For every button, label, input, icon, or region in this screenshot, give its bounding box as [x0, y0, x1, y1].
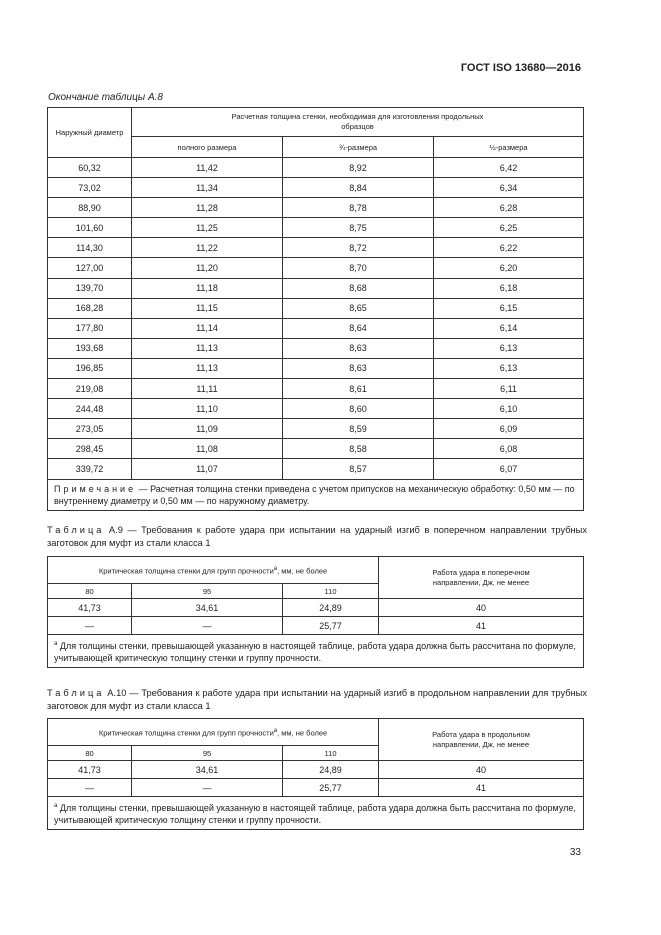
table-cell: 8,64 [283, 318, 434, 338]
table-cell: 6,07 [434, 459, 584, 479]
a10-head-group-unit: , мм, не более [277, 728, 328, 738]
table-cell: 11,25 [132, 218, 283, 238]
table-cell: 11,10 [132, 399, 283, 419]
table-row [48, 278, 584, 298]
a10-foot-text: Для толщины стенки, превышающей указанную в настоящей таблице, работа удара должна быть рассчитана по формуле, учитывающей критическую толщину стенки и группу прочности. [54, 803, 576, 825]
table-cell: 8,78 [283, 198, 434, 218]
table-cell: 11,07 [132, 459, 283, 479]
table-cell: 8,63 [283, 338, 434, 358]
table-a10-label: Таблица [47, 688, 105, 698]
table-cell: 101,60 [48, 218, 132, 238]
table-cell: — [48, 617, 132, 635]
table-cell: 11,13 [132, 338, 283, 358]
a9-foot-sup: a [54, 641, 58, 647]
table-cell: 11,15 [132, 298, 283, 318]
table-cell: 8,84 [283, 178, 434, 198]
table-cell: 34,61 [132, 761, 283, 779]
table-cell: 114,30 [48, 238, 132, 258]
note-text: — Расчетная толщина стенки приведена с учетом припусков на механическую обработку: 0,50 мм — по внутреннему диаметру и 0,50 мм — по наружному диаметру. [54, 483, 575, 506]
document-id: ГОСТ ISO 13680—2016 [460, 62, 581, 74]
a9-head-group-unit: , мм, не более [277, 566, 328, 576]
table-cell: 41,73 [48, 761, 132, 779]
table-cell: 6,25 [434, 218, 584, 238]
table-cell: 8,65 [283, 298, 434, 318]
table-cell: 196,85 [48, 358, 132, 378]
table-cell: 11,22 [132, 238, 283, 258]
table-cell: 6,18 [434, 278, 584, 298]
table-cell: 11,18 [132, 278, 283, 298]
table-cell: 6,11 [434, 379, 584, 399]
table-row [48, 238, 584, 258]
table-cell: 6,22 [434, 238, 584, 258]
table-cell: 8,58 [283, 439, 434, 459]
table-cell: 11,28 [132, 198, 283, 218]
table-cell: 11,13 [132, 358, 283, 378]
table-row [48, 439, 584, 459]
table-cell: 8,70 [283, 258, 434, 278]
table-row [48, 198, 584, 218]
table-row [48, 318, 584, 338]
table-cell: 127,00 [48, 258, 132, 278]
a10-head-group-text: Критическая толщина стенки для групп прочности [98, 728, 274, 738]
col-group-thickness: Расчетная толщина стенки, необходимая для изготовления продольных образцов [132, 108, 584, 137]
a9-sub-95: 95 [132, 584, 283, 599]
sub-col-three-quarter: ¾-размера [283, 137, 434, 158]
table-cell: 6,42 [434, 158, 584, 178]
table-cell: 339,72 [48, 459, 132, 479]
table-a8-caption: Окончание таблицы А.8 [48, 92, 163, 103]
table-cell: 6,14 [434, 318, 584, 338]
table-a8 [47, 107, 584, 511]
a9-head-group [48, 557, 379, 584]
table-cell: 8,72 [283, 238, 434, 258]
table-cell: 6,08 [434, 439, 584, 459]
table-cell: 6,10 [434, 399, 584, 419]
table-cell: 6,15 [434, 298, 584, 318]
table-row [48, 158, 584, 178]
table-row [48, 419, 584, 439]
col-outer-diameter: Наружный диаметр [48, 108, 132, 158]
table-cell: 11,11 [132, 379, 283, 399]
table-a9-body [48, 599, 584, 635]
table-cell: 6,28 [434, 198, 584, 218]
table-a9-title [47, 524, 587, 550]
a10-head-sup: a [273, 727, 278, 734]
table-row [48, 258, 584, 278]
table-a9 [47, 556, 584, 668]
table-cell: 11,09 [132, 419, 283, 439]
table-cell: — [48, 779, 132, 797]
a10-foot-sup: a [54, 803, 58, 809]
table-cell: 8,92 [283, 158, 434, 178]
table-cell: 60,32 [48, 158, 132, 178]
table-a8-note [48, 479, 584, 510]
table-cell: 41,73 [48, 599, 132, 617]
table-cell: 168,28 [48, 298, 132, 318]
table-cell: 25,77 [283, 779, 379, 797]
a9-head-work: Работа удара в поперечном направлении, Дж, не менее [379, 557, 584, 599]
table-a10-footnote [48, 797, 584, 830]
sub-col-full: полного размера [132, 137, 283, 158]
table-row [48, 379, 584, 399]
table-cell: 11,14 [132, 318, 283, 338]
table-cell: 8,60 [283, 399, 434, 419]
table-a9-label: Таблица [47, 525, 105, 535]
table-a9-footnote [48, 635, 584, 668]
table-cell: 11,42 [132, 158, 283, 178]
table-row [48, 399, 584, 419]
table-cell: — [132, 617, 283, 635]
table-cell: 8,61 [283, 379, 434, 399]
table-row [48, 298, 584, 318]
table-a10-body [48, 761, 584, 797]
table-cell: 41 [379, 779, 584, 797]
table-cell: 24,89 [283, 599, 379, 617]
page-number: 33 [569, 847, 581, 858]
table-cell: 6,13 [434, 338, 584, 358]
a9-sub-110: 110 [283, 584, 379, 599]
table-cell: 139,70 [48, 278, 132, 298]
table-cell: 8,59 [283, 419, 434, 439]
a10-sub-95: 95 [132, 746, 283, 761]
a10-sub-80: 80 [48, 746, 132, 761]
table-cell: 11,34 [132, 178, 283, 198]
table-cell: 6,34 [434, 178, 584, 198]
table-row [48, 459, 584, 479]
table-cell: 11,20 [132, 258, 283, 278]
table-cell: 34,61 [132, 599, 283, 617]
table-cell: 8,57 [283, 459, 434, 479]
a9-head-sup: a [273, 565, 278, 572]
a9-foot-text: Для толщины стенки, превышающей указанную в настоящей таблице, работа удара должна быть рассчитана по формуле, учитывающей критическую толщину стенки и группу прочности. [54, 641, 576, 663]
table-cell: 24,89 [283, 761, 379, 779]
table-a9-title-text: А.9 — Требования к работе удара при испытании на ударный изгиб в поперечном направлении трубных заготовок для муфт из стали класса 1 [47, 525, 587, 548]
table-cell: 193,68 [48, 338, 132, 358]
table-cell: 25,77 [283, 617, 379, 635]
table-a8-body [48, 158, 584, 480]
a10-head-work: Работа удара в продольном направлении, Дж, не менее [379, 719, 584, 761]
a10-head-group [48, 719, 379, 746]
table-cell: 73,02 [48, 178, 132, 198]
table-a10-title-text: А.10 — Требования к работе удара при испытании на ударный изгиб в продольном направлении для трубных заготовок для муфт из стали класса 1 [47, 688, 587, 711]
table-cell: 219,08 [48, 379, 132, 399]
table-cell: 6,20 [434, 258, 584, 278]
table-row [48, 338, 584, 358]
table-row [48, 358, 584, 378]
table-cell: 273,05 [48, 419, 132, 439]
table-cell: 8,68 [283, 278, 434, 298]
a10-sub-110: 110 [283, 746, 379, 761]
a9-sub-80: 80 [48, 584, 132, 599]
table-a10-title [47, 687, 587, 713]
table-cell: 41 [379, 617, 584, 635]
a9-head-group-text: Критическая толщина стенки для групп прочности [98, 566, 274, 576]
table-row [48, 178, 584, 198]
table-cell: — [132, 779, 283, 797]
table-cell: 6,13 [434, 358, 584, 378]
sub-col-half: ½-размера [434, 137, 584, 158]
table-a10 [47, 718, 584, 830]
note-label: Примечание [54, 483, 137, 494]
table-cell: 40 [379, 599, 584, 617]
table-cell: 40 [379, 761, 584, 779]
table-cell: 298,45 [48, 439, 132, 459]
table-cell: 11,08 [132, 439, 283, 459]
table-cell: 8,63 [283, 358, 434, 378]
table-cell: 244,48 [48, 399, 132, 419]
table-cell: 88,90 [48, 198, 132, 218]
table-row [48, 218, 584, 238]
table-cell: 6,09 [434, 419, 584, 439]
table-cell: 177,80 [48, 318, 132, 338]
table-cell: 8,75 [283, 218, 434, 238]
